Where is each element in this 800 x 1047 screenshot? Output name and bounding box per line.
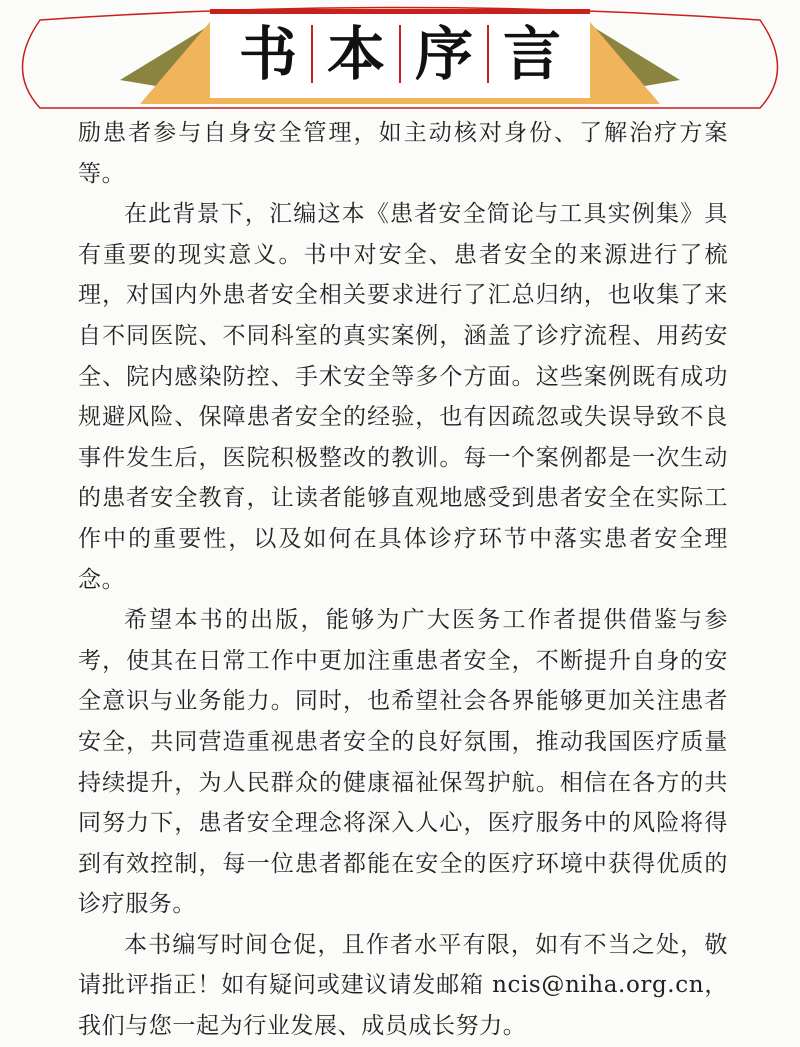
paragraph: 希望本书的出版，能够为广大医务工作者提供借鉴与参考，使其在日常工作中更加注重患者安全，不断提升自身的安全意识与业务能力。同时，也希望社会各界能够更加关注患者安全，共同营造重视患者安全的良好氛围，推动我国医疗质量持续提升，为人民群众的健康福祉保驾护航。相信在各方的共同努力下，患者安全理念将深入人心，医疗服务中的风险将得到有效控制，每一位患者都能在安全的医疗环境中获得优质的诊疗服务。 [78,607,728,918]
title-char: 言 [502,20,561,88]
title-banner [0,0,800,120]
paragraph: 在此背景下，汇编这本《患者安全简论与工具实例集》具有重要的现实意义。书中对安全、患者安全的来源进行了梳理，对国内外患者安全相关要求进行了汇总归纳，也收集了来自不同医院、不同科室的真实案例，涵盖了诊疗流程、用药安全、院内感染防控、手术安全等多个方面。这些案例既有成功规避风险、保障患者安全的经验，也有因疏忽或失误导致不良事件发生后，医院积极整改的教训。每一个案例都是一次生动的患者安全教育，让读者能够直观地感受到患者安全在实际工作中的重要性，以及如何在具体诊疗环节中落实患者安全理念。 [78,201,728,593]
page-title [210,10,590,98]
paragraph-continuation: 励患者参与自身安全管理，如主动核对身份、了解治疗方案等。 [78,120,728,187]
title-char: 书 [238,20,297,88]
title-char: 序 [414,20,473,88]
title-char: 本 [326,20,385,88]
preface-body [78,113,728,1047]
paragraph: 本书编写时间仓促，且作者水平有限，如有不当之处，敬请批评指正！如有疑问或建议请发邮箱 ncis@niha.org.cn，我们与您一起为行业发展、成员成长努力。 [78,931,728,1040]
